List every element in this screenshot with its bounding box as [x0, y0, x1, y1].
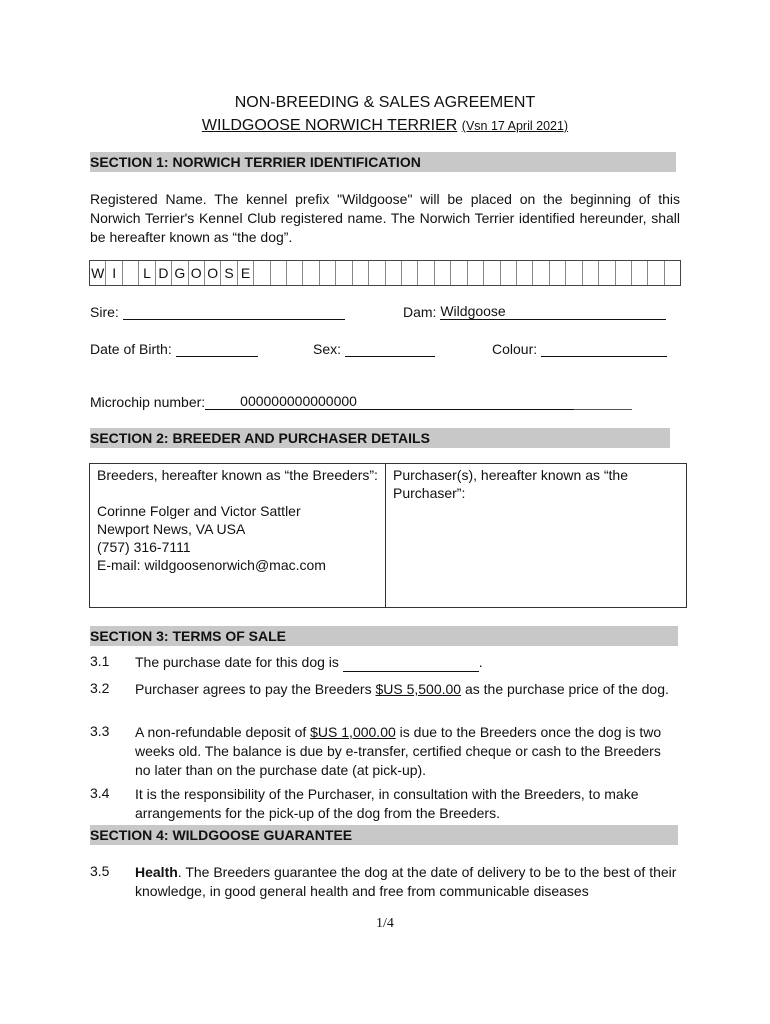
name-grid-cell[interactable]	[550, 261, 566, 285]
breeders-names: Corinne Folger and Victor Sattler	[97, 503, 301, 519]
name-grid-cell[interactable]	[418, 261, 434, 285]
breeders-cell	[90, 464, 386, 607]
colour-line	[541, 342, 667, 357]
name-grid-cell[interactable]: D	[156, 261, 172, 285]
section1-heading: SECTION 1: NORWICH TERRIER IDENTIFICATION	[90, 152, 676, 172]
section2-heading: SECTION 2: BREEDER AND PURCHASER DETAILS	[90, 428, 670, 448]
name-grid-cell[interactable]	[599, 261, 615, 285]
name-grid-cell[interactable]	[665, 261, 680, 285]
name-grid-cell[interactable]: O	[205, 261, 221, 285]
item-3-4: It is the responsibility of the Purchaser, in consultation with the Breeders, to make arrangements for the pick-up of the dog from the Breeders.	[135, 786, 639, 821]
sire-line	[123, 305, 345, 320]
name-grid-cell[interactable]	[303, 261, 319, 285]
name-grid-cell[interactable]	[435, 261, 451, 285]
sire-label: Sire:	[90, 304, 119, 320]
name-grid-cell[interactable]	[402, 261, 418, 285]
breeders-city: Newport News, VA USA	[97, 521, 246, 537]
name-grid-cell[interactable]	[484, 261, 500, 285]
name-grid-cell[interactable]	[583, 261, 599, 285]
dam-value: Wildgoose	[440, 303, 506, 319]
health-term: Health	[135, 864, 178, 880]
document-subtitle	[0, 117, 770, 135]
name-grid-cell[interactable]: L	[139, 261, 155, 285]
name-grid-cell[interactable]	[501, 261, 517, 285]
name-grid-cell[interactable]: S	[221, 261, 237, 285]
item-3-2	[135, 680, 680, 699]
breeders-email: E-mail: wildgoosenorwich@mac.com	[97, 557, 326, 573]
item-3-3-post: is due to the Breeders once the dog is two weeks old. The balance is due by e-transfer, certified cheque or cash to the Breeders no later than on the purchase date (at pick-up).	[135, 724, 662, 778]
deposit-amount: $US 1,000.00	[310, 724, 396, 740]
name-grid-cell[interactable]	[451, 261, 467, 285]
name-grid-cell[interactable]: G	[172, 261, 188, 285]
breeders-phone: (757) 316-7111	[97, 539, 191, 555]
colour-field[interactable]	[492, 341, 667, 357]
name-grid-cell[interactable]	[533, 261, 549, 285]
name-grid-cell[interactable]	[616, 261, 632, 285]
breeder-purchaser-table	[89, 463, 687, 608]
item-3-4-number: 3.4	[90, 785, 110, 801]
purchaser-cell[interactable]	[386, 464, 686, 607]
dam-line	[440, 305, 666, 320]
dob-field[interactable]	[90, 341, 258, 357]
microchip-value-line	[240, 395, 462, 410]
microchip-label: Microchip number:	[90, 394, 206, 410]
name-grid-cell[interactable]	[353, 261, 369, 285]
item-3-1-text: The purchase date for this dog is	[135, 654, 339, 670]
breeders-intro: Breeders, hereafter known as “the Breeders”:	[97, 467, 378, 483]
registered-name-grid[interactable]	[89, 260, 681, 286]
item-3-3-pre: A non-refundable deposit of	[135, 724, 311, 740]
item-3-5-number: 3.5	[90, 863, 110, 879]
name-grid-cell[interactable]: I	[106, 261, 122, 285]
item-3-5	[135, 863, 680, 901]
breed-title: WILDGOOSE NORWICH TERRIER	[201, 117, 458, 134]
version-label: (Vsn 17 April 2021)	[461, 119, 569, 133]
purchase-date-line	[343, 657, 479, 672]
purchase-price: $US 5,500.00	[375, 681, 462, 697]
name-grid-cell[interactable]	[369, 261, 385, 285]
item-3-3	[135, 723, 680, 780]
page-number: 1/4	[376, 916, 394, 931]
sex-line	[345, 342, 435, 357]
name-grid-cell[interactable]	[320, 261, 336, 285]
name-grid-cell[interactable]	[254, 261, 270, 285]
name-grid-cell[interactable]: W	[90, 261, 106, 285]
item-3-2-number: 3.2	[90, 680, 110, 696]
sire-field[interactable]	[90, 304, 345, 320]
name-grid-cell[interactable]	[386, 261, 402, 285]
item-3-5-text: . The Breeders guarantee the dog at the date of delivery to be to the best of their knowledge, in good general health and free from communicable diseases	[135, 864, 677, 899]
purchaser-intro: Purchaser(s), hereafter known as “the Purchaser”:	[393, 467, 628, 501]
item-3-2-pre: Purchaser agrees to pay the Breeders	[135, 681, 376, 697]
sex-field[interactable]	[313, 341, 435, 357]
sex-label: Sex:	[313, 341, 342, 357]
item-3-2-post: as the purchase price of the dog.	[461, 681, 669, 697]
dob-line	[176, 342, 258, 357]
section4-heading: SECTION 4: WILDGOOSE GUARANTEE	[90, 825, 678, 845]
name-grid-cell[interactable]	[287, 261, 303, 285]
dob-label: Date of Birth:	[90, 341, 172, 357]
name-grid-cell[interactable]	[336, 261, 352, 285]
name-grid-cell[interactable]: E	[238, 261, 254, 285]
section1-paragraph: Registered Name. The kennel prefix "Wildgoose" will be placed on the beginning of this Norwich Terrier's Kennel Club registered name. The Norwich Terrier identified hereunder, shall be hereafter known as “the dog”.	[90, 191, 680, 245]
item-3-3-number: 3.3	[90, 723, 110, 739]
section3-heading: SECTION 3: TERMS OF SALE	[90, 626, 678, 646]
name-grid-cell[interactable]: O	[189, 261, 205, 285]
document-title: NON-BREEDING & SALES AGREEMENT	[234, 94, 536, 111]
name-grid-cell[interactable]	[648, 261, 664, 285]
dam-field[interactable]	[403, 304, 666, 320]
item-3-1[interactable]: The purchase date for this dog is .	[135, 654, 483, 670]
name-grid-cell[interactable]	[271, 261, 287, 285]
name-grid-cell[interactable]	[468, 261, 484, 285]
name-grid-cell[interactable]	[517, 261, 533, 285]
name-grid-cell[interactable]	[632, 261, 648, 285]
dam-label: Dam:	[403, 304, 437, 320]
name-grid-cell[interactable]	[566, 261, 582, 285]
colour-label: Colour:	[492, 341, 538, 357]
microchip-field[interactable]	[90, 394, 632, 410]
item-3-1-number: 3.1	[90, 653, 110, 669]
microchip-value: 000000000000000	[240, 393, 357, 409]
name-grid-cell[interactable]	[123, 261, 139, 285]
